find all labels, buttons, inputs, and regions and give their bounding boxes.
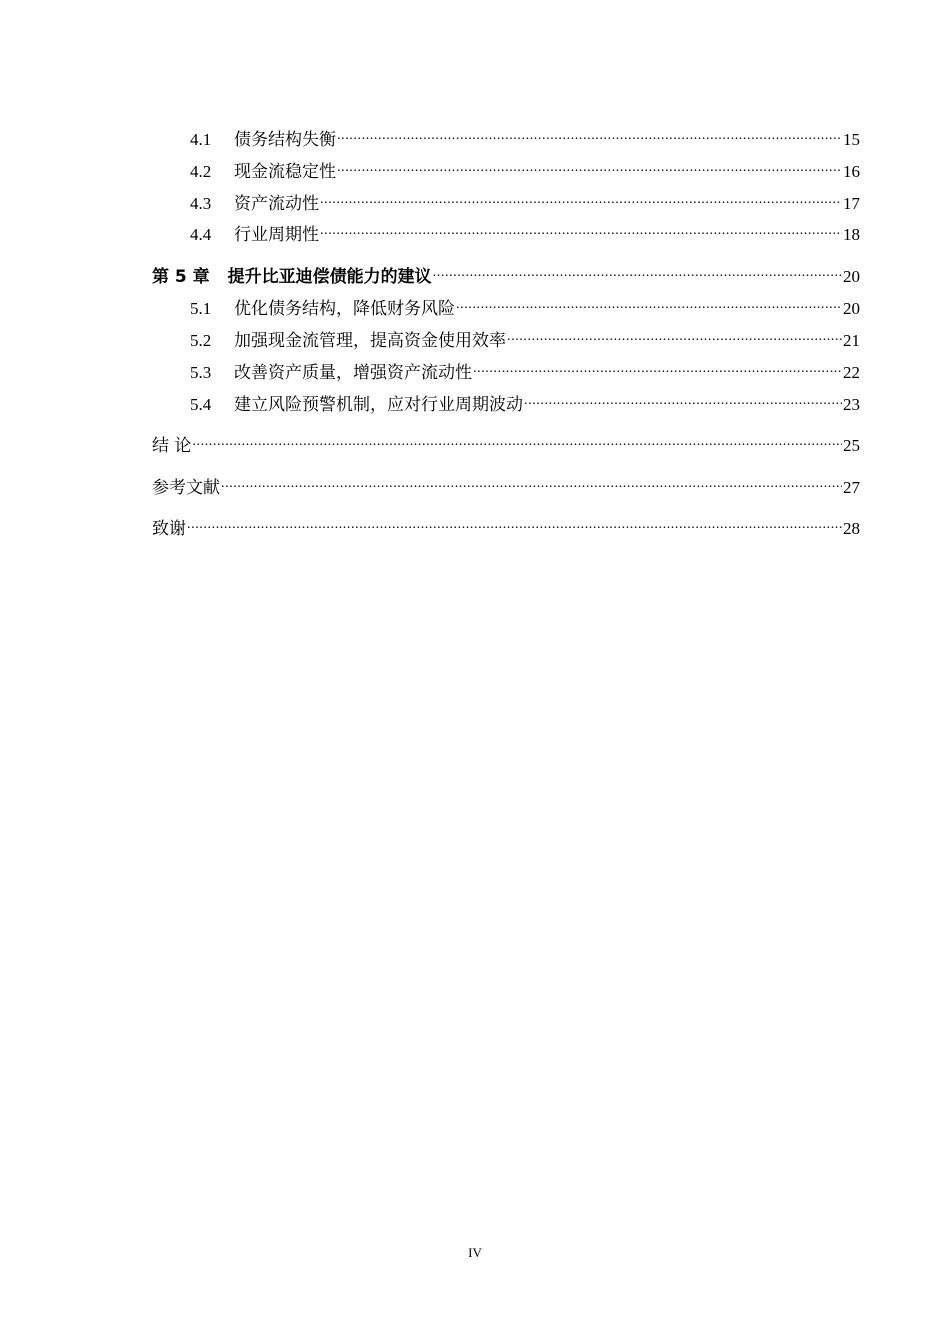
- toc-entry-title: 债务结构失衡: [234, 130, 336, 149]
- toc-entry-title: 加强现金流管理，提高资金使用效率: [234, 331, 506, 350]
- toc-entry-references[interactable]: [152, 469, 860, 498]
- toc-entry-acknowledgements[interactable]: [152, 510, 860, 539]
- toc-entry-number: 4.4: [190, 225, 212, 244]
- toc-entry-page: 16: [843, 162, 860, 181]
- toc-entry-title: 参考文献: [152, 478, 220, 498]
- toc-entry-page: 15: [843, 130, 860, 149]
- toc-dot-leader: [337, 153, 842, 177]
- toc-entry-page: 28: [843, 519, 860, 538]
- toc-entry-title: 行业周期性: [234, 225, 319, 244]
- toc-entry-title: 改善资产质量，增强资产流动性: [234, 363, 472, 382]
- toc-entry-4-4[interactable]: [190, 216, 860, 244]
- toc-dot-leader: [337, 121, 842, 145]
- toc-dot-leader: [524, 386, 842, 410]
- toc-chapter-prefix: 第 5 章: [152, 267, 210, 287]
- toc-entry-page: 18: [843, 225, 860, 244]
- toc-entry-title: 建立风险预警机制，应对行业周期波动: [234, 395, 523, 414]
- toc-dot-leader: [320, 185, 842, 209]
- toc-entry-5-3[interactable]: [190, 354, 860, 382]
- toc-entry-4-2[interactable]: [190, 153, 860, 181]
- toc-entry-number: 5.3: [190, 363, 212, 382]
- toc-entry-number: 4.2: [190, 162, 212, 181]
- toc-dot-leader: [456, 290, 842, 314]
- toc-entry-title: 结 论: [152, 436, 192, 456]
- toc-entry-page: 20: [843, 299, 860, 318]
- toc-entry-conclusion[interactable]: [152, 427, 860, 456]
- toc-dot-leader: [187, 510, 842, 534]
- toc-dot-leader: [473, 354, 842, 378]
- toc-entry-page: 23: [843, 395, 860, 414]
- toc-entry-title: 资产流动性: [234, 194, 319, 213]
- toc-entry-5-4[interactable]: [190, 386, 860, 414]
- toc-entry-number: 5.2: [190, 331, 212, 350]
- toc-entry-4-1[interactable]: [190, 121, 860, 149]
- toc-entry-page: 20: [843, 267, 860, 286]
- toc-entry-page: 22: [843, 363, 860, 382]
- toc-entry-title: 致谢: [152, 519, 186, 539]
- toc-entry-5-2[interactable]: [190, 322, 860, 350]
- toc-entry-number: 5.4: [190, 395, 212, 414]
- toc-entry-number: 4.1: [190, 130, 212, 149]
- toc-dot-leader: [433, 258, 842, 282]
- toc-chapter-heading: [152, 265, 432, 289]
- toc-entry-chapter-5[interactable]: [152, 258, 860, 287]
- toc-dot-leader: [507, 322, 842, 346]
- toc-entry-page: 21: [843, 331, 860, 350]
- toc-dot-leader: [320, 216, 842, 240]
- toc-entry-5-1[interactable]: [190, 290, 860, 318]
- toc-entry-page: 25: [843, 436, 860, 455]
- toc-entry-number: 4.3: [190, 194, 212, 213]
- toc-entry-title: 现金流稳定性: [234, 162, 336, 181]
- toc-entry-number: 5.1: [190, 299, 212, 318]
- toc-dot-leader: [192, 427, 842, 451]
- page-number-footer: IV: [468, 1245, 482, 1260]
- toc-entry-page: 27: [843, 478, 860, 497]
- toc-entry-4-3[interactable]: [190, 185, 860, 213]
- toc-dot-leader: [221, 469, 842, 493]
- toc-entry-page: 17: [843, 194, 860, 213]
- toc-entry-title: 优化债务结构，降低财务风险: [234, 299, 455, 318]
- toc-chapter-title: 提升比亚迪偿债能力的建议: [227, 267, 432, 287]
